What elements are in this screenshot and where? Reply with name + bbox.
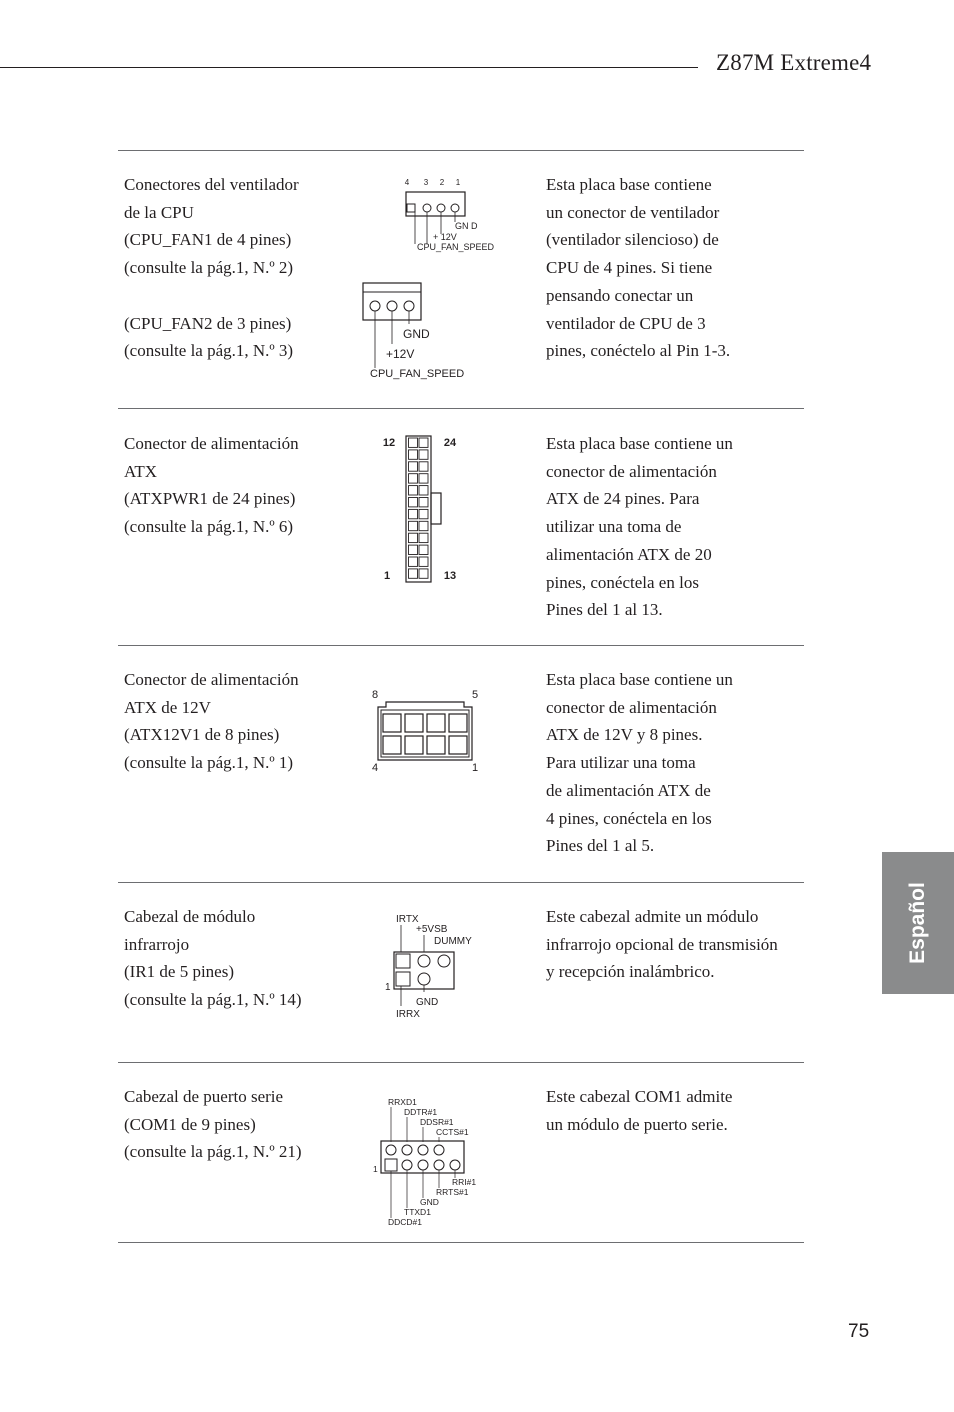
serial-port-diagram xyxy=(370,1094,490,1229)
atx24-pin xyxy=(409,533,418,542)
description-line: Esta placa base contiene un xyxy=(546,670,733,689)
header-rule xyxy=(0,67,698,68)
fan1-gnd-label: GN D xyxy=(455,221,478,231)
description-line: Esta placa base contiene un xyxy=(546,434,733,453)
atx24-pin xyxy=(409,509,418,518)
serial-port-description xyxy=(546,1083,804,1138)
pin-label: 3 xyxy=(423,178,429,187)
pin-label: 1 xyxy=(385,982,391,993)
pin-label: 12 xyxy=(382,437,396,449)
ddtr1-label: DDTR#1 xyxy=(404,1107,438,1117)
section-divider xyxy=(118,1062,804,1063)
title-line: Conectores del ventilador xyxy=(124,175,299,194)
gnd-label: GND xyxy=(416,997,439,1008)
title-line: (CPU_FAN1 de 4 pines) xyxy=(124,230,292,250)
ccts1-label: CCTS#1 xyxy=(436,1127,469,1137)
title-line: infrarrojo xyxy=(124,934,190,954)
description-line: pines, conéctelo al Pin 1-3. xyxy=(546,341,731,361)
vsb-label: +5VSB xyxy=(416,924,448,935)
com-pin xyxy=(434,1160,444,1170)
title-line: Cabezal de módulo xyxy=(124,907,256,926)
description-line: y recepción inalámbrico. xyxy=(546,962,715,982)
com-pin xyxy=(418,1145,428,1155)
fan1-12v-label: + 12V xyxy=(433,232,457,242)
pin-label: 1 xyxy=(373,1164,378,1174)
ir-pin xyxy=(396,954,410,968)
com-pin xyxy=(418,1160,428,1170)
atx24-pin xyxy=(409,450,418,459)
title-line: Conector de alimentación xyxy=(124,670,299,689)
description-line: (ventilador silencioso) de xyxy=(546,230,719,250)
atx24-pin xyxy=(409,474,418,483)
atx24-pin xyxy=(409,462,418,471)
fan2-pin xyxy=(404,301,414,311)
atx-power-title xyxy=(124,430,339,541)
section-divider xyxy=(118,645,804,646)
atx8-inner xyxy=(381,710,469,757)
atx24-pin xyxy=(419,509,428,518)
ddsr1-label: DDSR#1 xyxy=(420,1117,454,1127)
com-pin xyxy=(385,1159,397,1171)
description-line: conector de alimentación xyxy=(546,697,717,717)
irrx-label: IRRX xyxy=(396,1009,420,1020)
title-line: (ATXPWR1 de 24 pines) xyxy=(124,489,296,509)
infrared-description xyxy=(546,903,816,986)
title-line: (consulte la pág.1, N.º 2) xyxy=(124,258,294,278)
fan1-pin xyxy=(423,204,431,212)
title-line: de la CPU xyxy=(124,202,194,222)
description-line: Esta placa base contiene xyxy=(546,175,712,194)
title-line: (COM1 de 9 pines) xyxy=(124,1114,256,1134)
description-line: infrarrojo opcional de transmisión xyxy=(546,934,778,954)
atx24-pin xyxy=(419,557,428,566)
section-divider xyxy=(118,408,804,409)
title-line: Cabezal de puerto serie xyxy=(124,1087,284,1106)
title-line: (consulte la pág.1, N.º 6) xyxy=(124,517,294,537)
ir-pin xyxy=(396,972,410,986)
description-line: Para utilizar una toma xyxy=(546,753,696,773)
description-line: ATX de 12V y 8 pines. xyxy=(546,725,703,745)
atx24-pin xyxy=(409,498,418,507)
description-line: de alimentación ATX de xyxy=(546,780,711,800)
atx24-pin xyxy=(419,474,428,483)
atx8-pin xyxy=(449,714,467,732)
title-gap xyxy=(124,282,339,310)
atx24-pin xyxy=(419,498,428,507)
atx8-pin xyxy=(449,736,467,754)
atx8-pin xyxy=(405,714,423,732)
pin-label: 8 xyxy=(371,689,379,701)
cpu-fan-description xyxy=(546,171,804,365)
infrared-title xyxy=(124,903,339,1014)
ir-pin xyxy=(418,955,430,967)
title-line: (IR1 de 5 pines) xyxy=(124,962,235,982)
description-line: ATX de 24 pines. Para xyxy=(546,489,700,509)
atx-12v-diagram xyxy=(365,686,490,776)
serial-port-title xyxy=(124,1083,339,1166)
title-line: (ATX12V1 de 8 pines) xyxy=(124,725,280,745)
atx8-connector xyxy=(378,702,472,760)
atx24-pin xyxy=(409,521,418,530)
fan2-gnd-label: GND xyxy=(403,327,430,341)
com-pin xyxy=(450,1160,460,1170)
atx24-pin xyxy=(409,557,418,566)
com-pin xyxy=(434,1145,444,1155)
atx24-pin xyxy=(419,569,428,578)
description-line: Pines del 1 al 5. xyxy=(546,836,655,856)
pin-label: 4 xyxy=(404,178,410,187)
pin-label: 4 xyxy=(371,762,379,774)
title-line: (consulte la pág.1, N.º 1) xyxy=(124,753,294,773)
atx24-pin xyxy=(419,438,428,447)
com-pin xyxy=(386,1145,396,1155)
atx24-pin xyxy=(419,533,428,542)
atx8-pin xyxy=(383,736,401,754)
atx8-pin xyxy=(405,736,423,754)
atx24-pin xyxy=(419,545,428,554)
section-divider xyxy=(118,882,804,883)
title-line: ATX xyxy=(124,461,158,481)
atx8-pin xyxy=(427,714,445,732)
description-line: CPU de 4 pines. Si tiene xyxy=(546,258,713,278)
atx-power-description xyxy=(546,430,804,624)
atx24-pin-grid xyxy=(409,438,429,578)
atx24-pin xyxy=(409,486,418,495)
ir-pin xyxy=(418,973,430,985)
com-pin xyxy=(402,1145,412,1155)
irtx-label: IRTX xyxy=(396,914,419,925)
atx-12v-title xyxy=(124,666,339,777)
fan2-speed-label: CPU_FAN_SPEED xyxy=(370,368,465,380)
cpu-fan-title xyxy=(124,171,339,365)
title-line: (CPU_FAN2 de 3 pines) xyxy=(124,313,292,333)
atx-power-diagram xyxy=(375,432,475,592)
language-tab xyxy=(882,852,954,994)
title-line: ATX de 12V xyxy=(124,697,211,717)
pin-label: 1 xyxy=(455,178,461,187)
rrts1-label: RRTS#1 xyxy=(436,1187,469,1197)
section-divider xyxy=(118,150,804,151)
description-line: alimentación ATX de 20 xyxy=(546,544,712,564)
language-tab-label: Español xyxy=(906,882,929,964)
description-line: Pines del 1 al 13. xyxy=(546,600,663,620)
atx24-pin xyxy=(409,438,418,447)
atx8-pin xyxy=(427,736,445,754)
title-line: Conector de alimentación xyxy=(124,434,299,453)
ttxd1-label: TTXD1 xyxy=(404,1207,431,1217)
section-divider xyxy=(118,1242,804,1243)
fan2-12v-label: +12V xyxy=(386,347,415,361)
atx24-pin xyxy=(409,569,418,578)
description-line: pensando conectar un xyxy=(546,285,694,305)
fan1-pin xyxy=(437,204,445,212)
pin-label: 5 xyxy=(471,689,479,701)
description-line: conector de alimentación xyxy=(546,461,717,481)
fan2-pin xyxy=(370,301,380,311)
pin-label: 13 xyxy=(443,570,457,582)
pin-label: 1 xyxy=(471,762,479,774)
infrared-diagram xyxy=(380,908,490,1023)
description-line: utilizar una toma de xyxy=(546,517,682,537)
dummy-label: DUMMY xyxy=(434,936,472,947)
description-line: ventilador de CPU de 3 xyxy=(546,313,706,333)
description-line: 4 pines, conéctela en los xyxy=(546,808,712,828)
atx24-pin xyxy=(419,521,428,530)
description-line: Este cabezal COM1 admite xyxy=(546,1087,733,1106)
model-title: Z87M Extreme4 xyxy=(716,50,872,75)
gnd-label: GND xyxy=(420,1197,439,1207)
atx24-pin xyxy=(409,545,418,554)
atx24-pin xyxy=(419,450,428,459)
description-line: Este cabezal admite un módulo xyxy=(546,907,759,926)
ir-pin xyxy=(438,955,450,967)
description-line: pines, conéctela en los xyxy=(546,572,699,592)
atx24-latch xyxy=(431,493,441,524)
pin-label: 24 xyxy=(443,437,457,449)
fan1-pin xyxy=(407,204,415,212)
title-line: (consulte la pág.1, N.º 21) xyxy=(124,1142,302,1162)
title-line: (consulte la pág.1, N.º 3) xyxy=(124,341,294,361)
pin-label: 1 xyxy=(383,570,391,582)
pin-label: 2 xyxy=(439,178,445,187)
atx8-pin xyxy=(383,714,401,732)
rri1-label: RRI#1 xyxy=(452,1177,477,1187)
rrxd1-label: RRXD1 xyxy=(388,1097,417,1107)
atx24-pin xyxy=(419,462,428,471)
page-number: 75 xyxy=(848,1321,870,1342)
atx24-pin xyxy=(419,486,428,495)
atx-12v-description xyxy=(546,666,804,860)
fan2-pin xyxy=(387,301,397,311)
fan1-speed-label: CPU_FAN_SPEED xyxy=(417,242,495,252)
ddcd1-label: DDCD#1 xyxy=(388,1217,423,1227)
description-line: un módulo de puerto serie. xyxy=(546,1114,728,1134)
cpu-fan-diagram xyxy=(355,172,525,387)
description-line: un conector de ventilador xyxy=(546,202,720,222)
title-line: (consulte la pág.1, N.º 14) xyxy=(124,990,302,1010)
fan1-pin xyxy=(451,204,459,212)
com-pin xyxy=(402,1160,412,1170)
